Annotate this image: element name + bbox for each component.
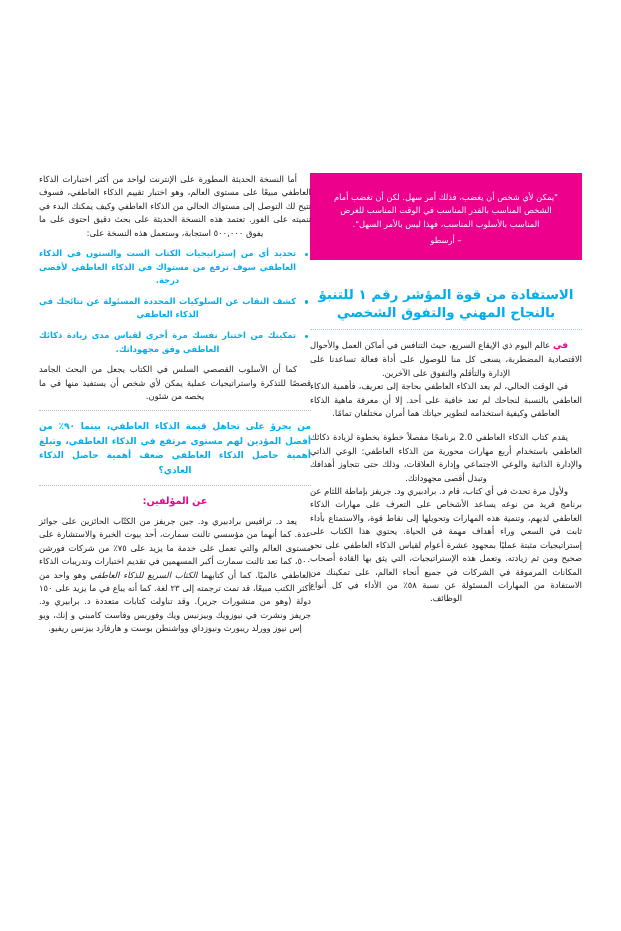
- quote-text: "يمكن لأي شخص أن يغضب، فذلك أمر سهل. لكن أن تغضب أمام الشخص المناسب بالقدر المناسب في الوقت المناسب للغرض المناسب بالأسلوب المناسب، فهذا ليس بالأمر السهل".: [333, 192, 559, 229]
- dotted-divider-middle: [39, 410, 311, 412]
- right-paragraph-1-text: عالم اليوم ذي الإيقاع السريع، حيث التنافس في أماكن العمل والأحوال الاقتصادية المضطربة، يسعى كل منا للوصول على أداة فعالة تساعدنا على الإدارة والتأقلم والتفوق على الآخرين.: [310, 340, 582, 378]
- authors-bio: [39, 515, 311, 636]
- authors-heading: عن المؤلفين:: [142, 496, 208, 508]
- right-paragraph-3: يقدم كتاب الذكاء العاطفي 2.0 برنامجًا مفصلاً خطوة بخطوة لزيادة ذكائك العاطفي باستخدام أربع مهارات محورية من الذكاء العاطفي: الوعي الذاتي والإدارة الذاتية والوعي الاجتماعي وإدارة العلاقات، وذلك حتى تتجاوز أهدافك وتبذل أقصى مجهوداتك.: [310, 432, 582, 483]
- quote-attribution: – أرسطو: [430, 234, 462, 245]
- lead-mark: في: [553, 341, 568, 351]
- left-pull-quote: من يجرؤ على تجاهل قيمة الذكاء العاطفي، بينما ٩٠٪ من أفضل المؤدين لهم مستوى مرتفع في الذكاء العاطفي، وتبلغ أهمية حاصل الذكاء العاطفي ضعف أهمية حاصل الذكاء العادي؟: [39, 422, 311, 476]
- left-after-bullets-paragraph: كما أن الأسلوب القصصي السلس في الكتاب يجعل من البحث الجامد قصصًا للتذكرة واستراتيجيات عملية يمكن لأي شخص أن يستفيد منها في ما يخصه من شئون.: [39, 364, 311, 401]
- dotted-divider-top: [310, 329, 582, 331]
- right-column: [310, 287, 582, 606]
- right-paragraph-4: ولأول مرة تحدث في أي كتاب، قام د. برادبيري ود. جريفز بإماطة اللثام عن برنامج فريد من نوعه يساعد الأشخاص على التعرف على مهارات الذكاء العاطفي لديهم، وتنمية هذه المهارات وتحويلها إلى نقاط قوة، والاستمتاع بأداء ثابت في السعي وراء أهداف مهمة في الحياة. يحتوي هذا الكتاب على إستراتيجيات مثبتة عمليًا بمجهود عشرة أعوام لقياس الذكاء العاطفي على نحو صحيح ومن ثم زيادته. وتعمل هذه الإستراتيجيات، التي يثق بها القادة أصحاب المكانات المرموقة في الشركات في جميع أنحاء العالم، على تمكينك من الاستفادة من المهارات المسئولة عن نسبة ٥٨٪ من الأداء في كل أنواع الوظائف.: [310, 486, 582, 604]
- left-column: [39, 173, 311, 636]
- right-paragraph-1: [310, 339, 582, 380]
- authors-bio-part-1: يعد د. ترافيس برادبيري ود. جين جريفز من الكتّاب الحائزين على جوائز عدة. كما أنهما من مؤسسي تالنت سمارت، أحد بيوت الخبرة والاستشارة على مستوى العالم والتي تعمل على خدمة ما يزيد على ٧٥٪ من شركات فورشن ٥٠٠، كما تعد تالنت سمارت أكبر المسهمين في تقديم اختبارات وتدريبات الذكاء العاطفي عالميًا. كما أن كتابهما: [39, 516, 311, 580]
- list-item: كشف النقاب عن السلوكيات المحددة المسئولة عن نتائجك في الذكاء العاطفي: [39, 295, 311, 322]
- highlight-bullet-list: [39, 247, 311, 356]
- left-intro-paragraph: أما النسخة الحديثة المطورة على الإنترنت لواحد من أكثر اختبارات الذكاء العاطفي مبيعًا على مستوى العالم، وهو اختبار تقييم الذكاء العاطفي، فسوف تتيح لك التوصل إلى مستواك الحالي من الذكاء العاطفي وكيف يمكنك البدء في تنميته على الفور. تعتمد هذه النسخة الحديثة على بحث دقيق احتوى على ما يفوق ٥٠٠,٠٠٠ استجابة، وستعمل هذه النسخة على:: [39, 174, 311, 238]
- list-item: تمكينك من اختبار نفسك مرة أخرى لقياس مدى زيادة ذكائك العاطفي وفق مجهوداتك.: [39, 329, 311, 356]
- pull-quote-box: [310, 173, 582, 260]
- section-heading: الاستفادة من قوة المؤشر رقم ١ للتنبؤ بالنجاح المهني والتفوق الشخصي: [318, 288, 574, 321]
- right-paragraph-2: في الوقت الحالي، لم يعد الذكاء العاطفي بحاجة إلى تعريف، فأهمية الذكاء العاطفي بالنسبة لنجاحك لم تعد خافية على أحد. إلا أن معرفة ماهية الذكاء العاطفي وكيفية استخدامه لتطوير حياتك هما أمران مختلفان تمامًا.: [310, 381, 582, 419]
- authors-bio-book-title: الكتاب السريع للذكاء العاطفي: [90, 569, 198, 580]
- authors-bio-part-2: وهو واحد من أكثر الكتب مبيعًا، قد تمت ترجمته إلى ٢٣ لغة. كما أنه يباع في ما يزيد على ١٥٠ دولة (وهو من منشورات جرير). وقد تناولت كتابات متعددة د. برابيري ود. جريفز ونشرت في نيوزويك وبيزنيس ويك وفوربس وفاست كامبني و إنك، ويو إس نيوز وورلد ريبورت ونيوزداي وواشنطن بوست و هارفارد بيزنس ريفيو.: [39, 569, 311, 634]
- list-item: تحديد أي من إستراتيجيات الكتاب الست والستون في الذكاء العاطفي سوف ترفع من مستواك في الذكاء العاطفي لأقصى درجة.: [39, 247, 311, 288]
- dotted-divider-authors: [39, 485, 311, 487]
